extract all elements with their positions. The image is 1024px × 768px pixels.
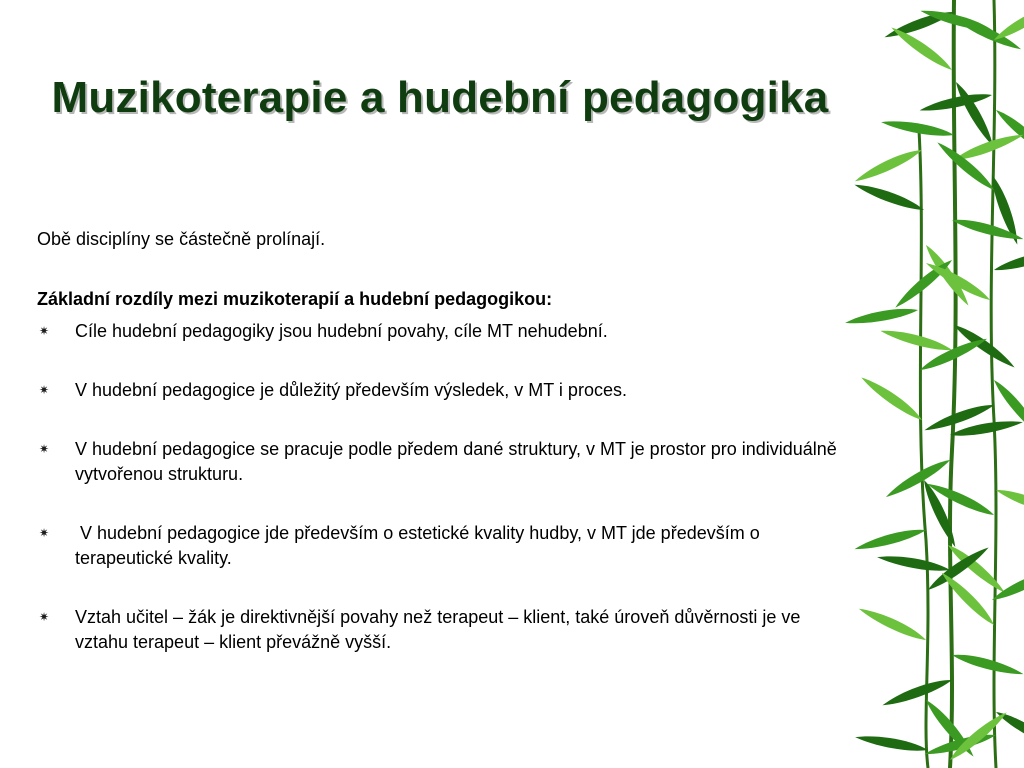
asterisk-icon: ✷ [38,383,50,397]
bullet-item [37,521,837,571]
bamboo-leaves [844,0,1024,763]
bullet-text: Cíle hudební pedagogiky jsou hudební povahy, cíle MT nehudební. [75,321,608,341]
slide-title: Muzikoterapie a hudební pedagogika [51,73,829,122]
bullet-text: Vztah učitel – žák je direktivnější povahy než terapeut – klient, také úroveň důvěrnosti je ve vztahu terapeut – klient převážně vyšší. [75,607,801,652]
bullet-item [37,437,837,487]
asterisk-icon: ✷ [38,442,50,456]
bullet-item [37,378,837,403]
asterisk-icon: ✷ [38,526,50,540]
asterisk-icon: ✷ [38,324,50,338]
bamboo-stems [919,0,996,768]
asterisk-icon: ✷ [38,610,50,624]
bullet-list [37,319,837,655]
bullet-text: V hudební pedagogice jde především o estetické kvality hudby, v MT jde především o terapeutické kvality. [75,523,765,568]
bamboo-decoration [834,0,1024,768]
bullet-item [37,319,837,344]
bullet-text: V hudební pedagogice se pracuje podle předem dané struktury, v MT je prostor pro individuálně vytvořenou strukturu. [75,439,837,484]
section-heading: Základní rozdíly mezi muzikoterapií a hudební pedagogikou: [37,289,553,309]
intro-text: Obě disciplíny se částečně prolínají. [37,229,326,249]
bullet-item [37,605,837,655]
bullet-text: V hudební pedagogice je důležitý především výsledek, v MT i proces. [75,380,627,400]
